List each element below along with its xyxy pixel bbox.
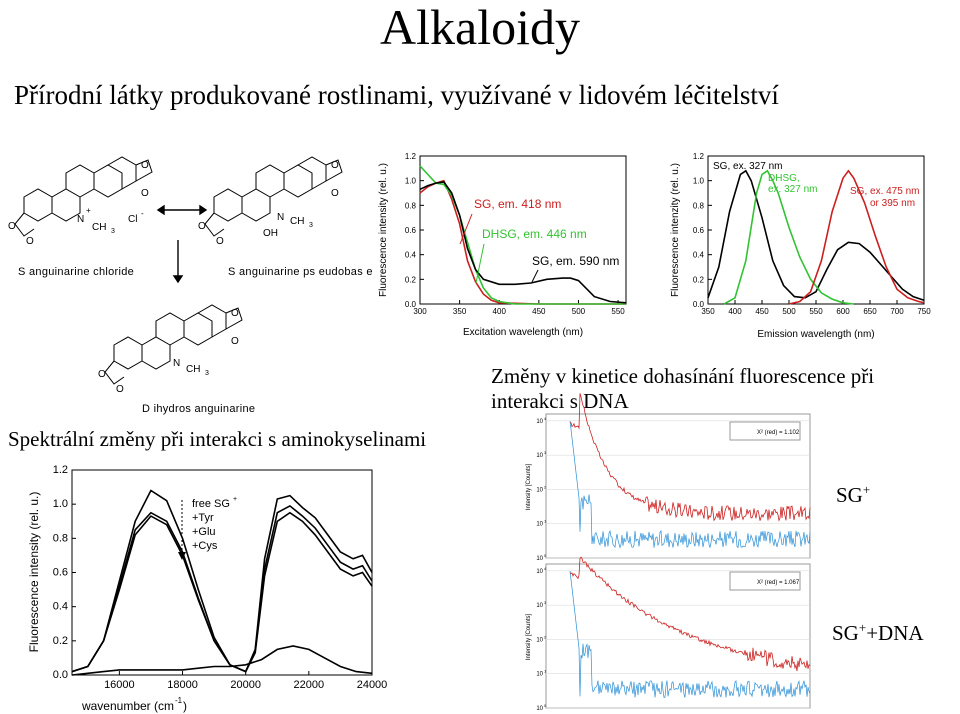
annotation-arrow — [532, 270, 538, 282]
svg-text:CH: CH — [92, 222, 107, 233]
y-tick-exponent: 0 — [544, 553, 547, 558]
svg-text:O: O — [231, 336, 239, 347]
excitation-spectrum-chart — [372, 148, 632, 343]
section-heading-spectral: Spektrální změny při interakci s aminokyselinami — [8, 427, 427, 451]
svg-text:O: O — [198, 221, 206, 232]
y-tick-exponent: 4 — [544, 565, 547, 571]
svg-text:CH: CH — [290, 216, 305, 227]
y-tick-label: 10 — [536, 453, 543, 460]
x-tick-label: 550 — [611, 307, 625, 316]
x-tick-label: 300 — [413, 307, 427, 316]
y-tick-label: 0.0 — [692, 300, 704, 309]
x-axis-label: Emission wavelength (nm) — [757, 329, 875, 340]
sanguinarine-pseudobase-label: S anguinarine ps eudobas e — [228, 266, 373, 278]
y-tick-exponent: 0 — [544, 703, 547, 708]
y-tick-label: 0.0 — [404, 300, 416, 309]
dihydrosanguinarine-label: D ihydros anguinarine — [142, 403, 256, 415]
y-tick-exponent: 1 — [544, 668, 547, 674]
annotation-dhsg-ex: ex. 327 nm — [768, 184, 818, 195]
svg-text:O: O — [26, 236, 34, 247]
y-tick-label: 10 — [536, 568, 543, 575]
annotation-dhsg: DHSG, — [768, 173, 800, 184]
x-tick-label: 450 — [755, 307, 769, 316]
emission-spectrum-chart — [660, 148, 950, 343]
y-tick-label: 0.4 — [404, 250, 416, 260]
y-tick-label: 0.6 — [692, 226, 704, 235]
dihydrosanguinarine-structure — [105, 305, 242, 384]
svg-text:3: 3 — [309, 222, 313, 229]
x-tick-label: 16000 — [104, 679, 135, 691]
x-tick-label: 350 — [452, 307, 467, 316]
y-tick-label: 1.0 — [404, 176, 416, 186]
svg-text:CH: CH — [186, 364, 201, 375]
y-tick-label: 0.8 — [404, 201, 416, 211]
svg-text:OH: OH — [263, 228, 278, 239]
svg-text:O: O — [116, 384, 124, 395]
x-tick-label: 400 — [492, 307, 506, 316]
svg-text:O: O — [331, 160, 339, 171]
legend-free-sg: free SG — [192, 498, 230, 510]
y-tick-label: 10 — [536, 521, 543, 528]
x-tick-label: 22000 — [293, 679, 325, 691]
y-tick-label: 10 — [536, 671, 543, 678]
y-tick-exponent: 1 — [544, 518, 547, 524]
y-axis-label: Fluorescence intensity (rel. u.) — [378, 163, 389, 297]
y-tick-label: 10 — [536, 603, 543, 610]
legend-tyr: +Tyr — [192, 512, 214, 524]
x-axis-label: Excitation wavelength (nm) — [462, 327, 584, 338]
y-axis-label: Fluorescence intensity (rel. u.) — [27, 491, 41, 653]
annotation-sg-ex327: SG, ex. 327 nm — [713, 161, 783, 172]
x-tick-label: 24000 — [356, 679, 388, 691]
annotation-dhsg-em446: DHSG, em. 446 nm — [482, 227, 587, 241]
y-tick-label: 0.0 — [52, 669, 68, 681]
y-tick-label: 10 — [536, 637, 543, 644]
svg-text:O: O — [216, 236, 224, 247]
x-tick-label: 400 — [728, 307, 742, 316]
svg-text:3: 3 — [205, 370, 209, 377]
x-axis-label-end: ) — [183, 699, 187, 713]
x-tick-label: 600 — [836, 307, 850, 316]
y-axis-label: Intensity [Counts] — [526, 463, 532, 511]
svg-text:-: - — [141, 209, 144, 218]
x-axis-label-sup: -1 — [175, 696, 183, 705]
y-tick-label: 10 — [536, 706, 543, 712]
y-axis-label: Fluorescence intenzity (rel. u.) — [670, 163, 681, 297]
series-line-freesg — [72, 491, 372, 672]
x-tick-label: 750 — [917, 307, 931, 316]
annotation-sg-em590: SG, em. 590 nm — [532, 254, 620, 268]
x-tick-label: 18000 — [167, 679, 198, 691]
y-tick-label: 10 — [536, 418, 543, 425]
annotation-or395: or 395 nm — [870, 198, 916, 209]
label-sg-plus: SG+ — [836, 482, 871, 507]
svg-text:O: O — [141, 160, 149, 171]
y-tick-exponent: 3 — [544, 450, 547, 456]
chi-square-value: X² (red) = 1.067 — [757, 580, 800, 586]
svg-text:O: O — [98, 369, 106, 380]
y-tick-label: 1.2 — [52, 464, 68, 476]
svg-text:3: 3 — [111, 228, 115, 235]
y-tick-label: 0.2 — [404, 275, 416, 285]
y-tick-label: 0.8 — [52, 532, 68, 545]
y-tick-label: 0.6 — [404, 226, 416, 235]
sanguinarine-pseudobase-structure — [205, 157, 342, 236]
legend-cys: +Cys — [192, 540, 218, 552]
decay-chart-sg — [520, 412, 820, 562]
y-tick-label: 0.2 — [692, 275, 704, 285]
y-tick-label: 1.0 — [52, 498, 68, 511]
section-heading-kinetics: Změny v kinetice dohasínání fluorescence při interakci s DNA — [491, 364, 875, 413]
svg-text:O: O — [331, 188, 339, 199]
y-tick-exponent: 4 — [544, 415, 547, 421]
slide-title: Alkaloidy — [380, 0, 580, 55]
sanguinarine-chloride-label: S anguinarine chloride — [18, 266, 135, 278]
svg-text:N: N — [277, 212, 285, 223]
y-tick-label: 1.2 — [404, 152, 416, 161]
x-tick-label: 650 — [863, 307, 877, 316]
annotation-arrow — [476, 244, 484, 283]
y-tick-label: 0.2 — [52, 634, 68, 647]
legend-glu: +Glu — [192, 526, 216, 538]
svg-text:O: O — [231, 308, 239, 319]
x-tick-label: 350 — [701, 307, 715, 316]
svg-text:+: + — [233, 496, 238, 503]
x-tick-label: 500 — [571, 307, 586, 316]
y-tick-exponent: 3 — [544, 600, 547, 606]
decay-chart-sg-dna — [520, 562, 820, 712]
svg-text:Cl: Cl — [128, 214, 138, 225]
y-tick-label: 10 — [536, 556, 543, 562]
svg-text:O: O — [141, 188, 149, 199]
y-tick-label: 1.0 — [692, 176, 704, 186]
y-tick-label: 0.4 — [692, 250, 704, 260]
y-tick-exponent: 2 — [544, 484, 547, 490]
x-tick-label: 500 — [782, 307, 796, 316]
svg-text:N: N — [173, 358, 181, 369]
x-tick-label: 450 — [532, 307, 546, 316]
y-tick-label: 0.6 — [52, 566, 68, 579]
x-tick-label: 550 — [809, 307, 823, 316]
y-tick-exponent: 2 — [544, 634, 547, 640]
x-tick-label: 700 — [890, 307, 904, 316]
amino-acid-spectrum-chart — [20, 460, 388, 714]
chi-square-value: X² (red) = 1.102 — [757, 430, 800, 436]
y-tick-label: 1.2 — [692, 152, 704, 161]
svg-text:O: O — [8, 221, 16, 232]
y-axis-label: Intensity [Counts] — [526, 613, 532, 661]
annotation-sg-em418: SG, em. 418 nm — [474, 197, 562, 211]
label-sg-plus-dna: SG++DNA — [832, 620, 924, 645]
x-tick-label: 20000 — [230, 679, 261, 691]
slide-subtitle: Přírodní látky produkované rostlinami, využívané v lidovém léčitelství — [14, 80, 779, 110]
annotation-sg-ex475: SG, ex. 475 nm — [850, 186, 920, 197]
chemical-structures — [0, 140, 373, 430]
y-tick-label: 0.8 — [692, 201, 704, 211]
svg-text:N: N — [77, 214, 85, 225]
y-tick-label: 0.4 — [52, 600, 68, 613]
y-tick-label: 10 — [536, 487, 543, 494]
x-axis-label: wavenumber (cm — [81, 699, 174, 713]
svg-text:+: + — [86, 206, 91, 215]
